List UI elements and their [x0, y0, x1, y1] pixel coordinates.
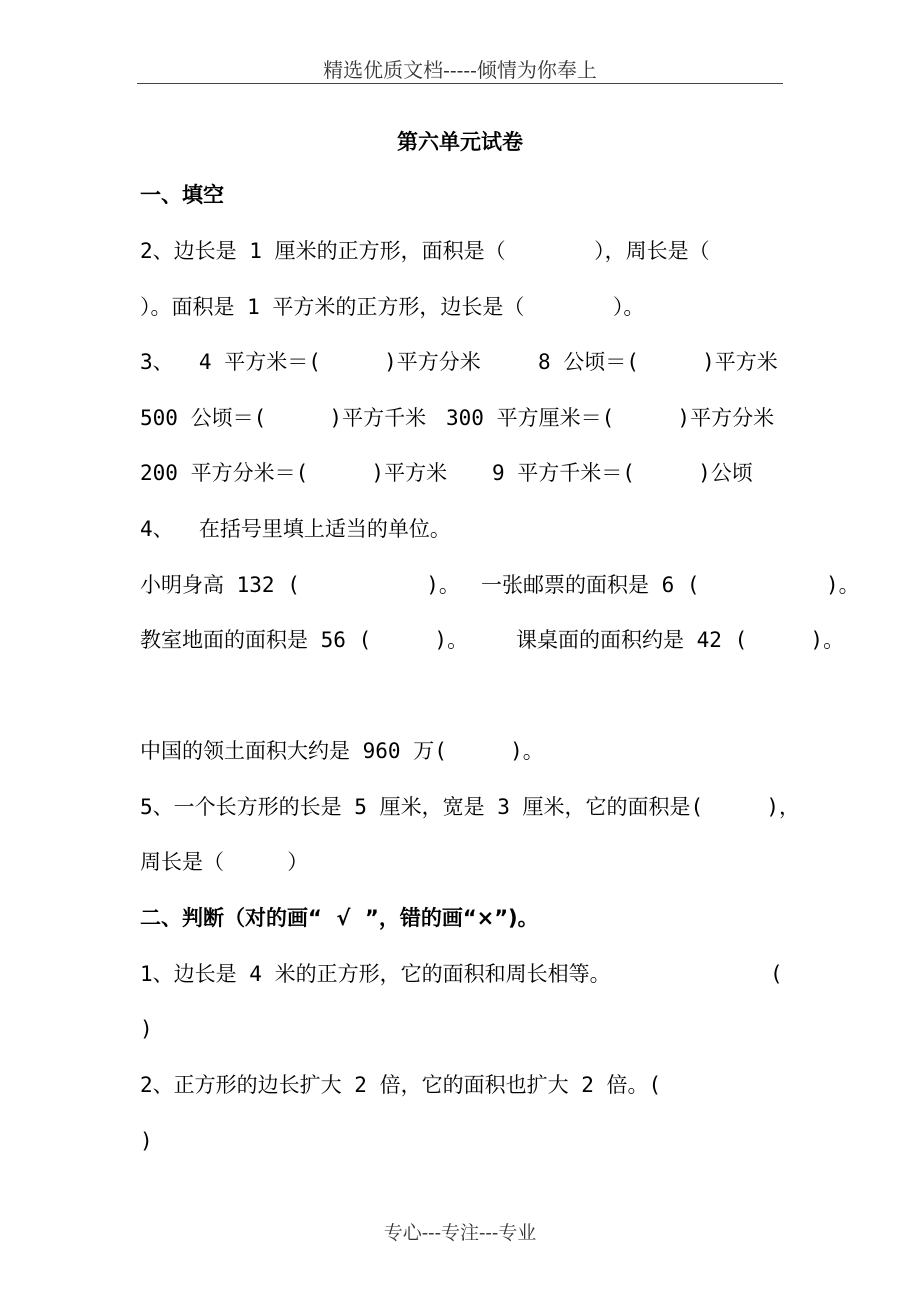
q4-item-d: 课桌面的面积约是 42 ( )。	[516, 628, 845, 652]
q3-item-b: 8 公顷＝( )平方米	[538, 350, 778, 374]
q4-item-c: 教室地面的面积是 56 ( )。	[140, 628, 469, 652]
q4-stem: 4、 在括号里填上适当的单位。	[140, 517, 451, 541]
q3-item-d: 300 平方厘米＝( )平方分米	[446, 406, 775, 430]
page-header: 精选优质文档-----倾情为你奉上	[323, 58, 597, 82]
judge-item-1-close: )	[140, 1017, 153, 1041]
judge-item-1-open: (	[770, 962, 783, 986]
q4-item-e: 中国的领土面积大约是 960 万( )。	[140, 739, 544, 763]
q3-item-f: 9 平方千米＝( )公顷	[492, 461, 753, 485]
q4-item-a: 小明身高 132 ( )。	[140, 573, 460, 597]
q3-item-e: 200 平方分米＝( )平方米	[140, 461, 448, 485]
q2-line2: ）。面积是 1 平方米的正方形，边长是（ ）。	[140, 295, 645, 319]
section-judgement: 二、判断（对的画“ √ ”，错的画“×”)。	[140, 906, 539, 930]
judge-item-2-close: )	[140, 1129, 153, 1153]
q4-item-b: 一张邮票的面积是 6 ( )。	[481, 573, 860, 597]
section-fill-blank: 一、填空	[140, 183, 224, 207]
header-divider	[137, 83, 783, 84]
q5-line2: 周长是（ ）	[140, 850, 309, 874]
q3-item-a: 3、 4 平方米＝( )平方分米	[140, 350, 481, 374]
q3-item-c: 500 公顷＝( )平方千米	[140, 406, 427, 430]
judge-item-2: 2、正方形的边长扩大 2 倍，它的面积也扩大 2 倍。(	[140, 1073, 662, 1097]
q2-line1: 2、边长是 1 厘米的正方形，面积是（ ），周长是（	[140, 239, 710, 263]
judge-item-1: 1、边长是 4 米的正方形，它的面积和周长相等。	[140, 962, 611, 986]
q5-line1: 5、一个长方形的长是 5 厘米，宽是 3 厘米，它的面积是( )，	[140, 795, 801, 819]
page-title: 第六单元试卷	[397, 130, 523, 154]
page-footer: 专心---专注---专业	[383, 1222, 537, 1244]
